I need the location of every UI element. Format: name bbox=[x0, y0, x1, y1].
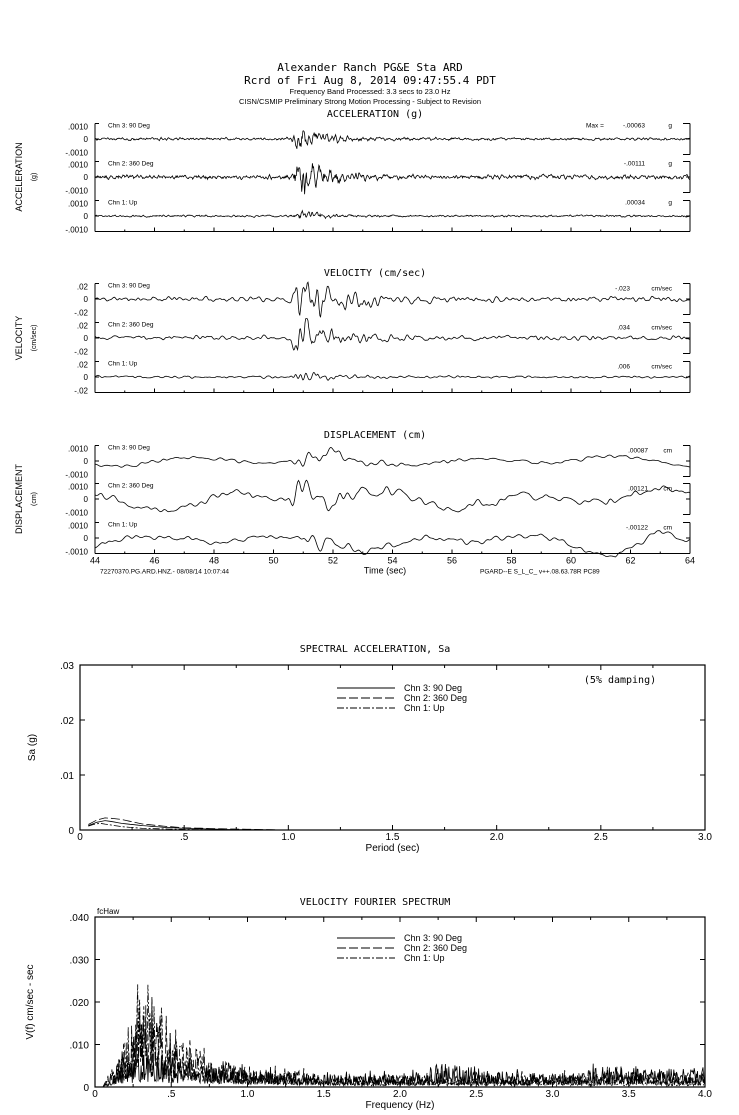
y-axis-unit: (cm) bbox=[31, 492, 38, 506]
header-station: Alexander Ranch PG&E Sta ARD bbox=[277, 61, 463, 74]
max-value: .00087 bbox=[628, 447, 648, 455]
waveform-trace bbox=[95, 480, 690, 512]
x-axis-label: Period (sec) bbox=[365, 843, 420, 854]
max-value: -.00111 bbox=[623, 160, 645, 168]
max-unit: cm bbox=[663, 524, 672, 532]
damping-annotation: (5% damping) bbox=[583, 675, 657, 686]
waveform-trace bbox=[95, 131, 690, 149]
y-tick-label: -.0010 bbox=[65, 148, 88, 158]
y-tick-label: 0 bbox=[83, 295, 88, 304]
x-tick-label: 48 bbox=[208, 555, 220, 566]
waveform-trace bbox=[95, 372, 690, 380]
y-tick-label: .02 bbox=[76, 360, 88, 370]
y-tick-label: 0 bbox=[83, 495, 88, 504]
x-tick-label: 46 bbox=[149, 555, 160, 566]
y-tick-label: -.02 bbox=[74, 386, 88, 396]
header bbox=[239, 61, 496, 106]
max-value: .00034 bbox=[625, 199, 645, 207]
panel-velocity bbox=[95, 282, 690, 380]
y-axis-label: DISPLACEMENT bbox=[14, 463, 24, 535]
y-tick-label: .02 bbox=[76, 282, 88, 292]
y-tick-label: .02 bbox=[76, 321, 88, 331]
max-value: -.00063 bbox=[622, 122, 645, 130]
x-tick-label: 54 bbox=[387, 555, 398, 566]
x-tick-label: 58 bbox=[506, 555, 517, 566]
legend-label: Chn 1: Up bbox=[404, 953, 445, 963]
y-tick-label: -.02 bbox=[74, 347, 88, 357]
header-band: Frequency Band Processed: 3.3 secs to 23.0 Hz bbox=[289, 87, 451, 96]
footer-right: PGARD--E S_L_C_ v++.08.63.78R PC89 bbox=[480, 568, 600, 576]
x-tick-label: 0 bbox=[92, 1089, 98, 1100]
y-tick-label: .020 bbox=[69, 998, 89, 1009]
x-tick-label: 2.5 bbox=[593, 832, 608, 843]
x-tick-label: 56 bbox=[446, 555, 458, 566]
panel-title: ACCELERATION (g) bbox=[326, 109, 424, 120]
x-tick-label: .5 bbox=[179, 832, 189, 843]
max-unit: g bbox=[668, 122, 672, 130]
panel-displacement bbox=[95, 448, 690, 557]
channel-label: Chn 3: 90 Deg bbox=[108, 282, 150, 290]
waveform-trace bbox=[95, 160, 690, 194]
y-axis-label: V(f) cm/sec - sec bbox=[25, 964, 36, 1040]
waveform-trace bbox=[95, 319, 690, 350]
x-tick-label: .5 bbox=[167, 1089, 176, 1100]
channel-label: Chn 2: 360 Deg bbox=[108, 482, 154, 490]
x-tick-label: 50 bbox=[268, 555, 279, 566]
max-unit: cm/sec bbox=[651, 324, 672, 332]
channel-label: Chn 1: Up bbox=[108, 199, 138, 207]
spectrum-series-dashdot bbox=[88, 823, 705, 830]
x-axis-label: Time (sec) bbox=[363, 565, 407, 576]
legend-label: Chn 2: 360 Deg bbox=[404, 943, 468, 953]
y-tick-label: .0010 bbox=[67, 122, 88, 132]
y-tick-label: .0010 bbox=[67, 199, 88, 209]
x-tick-label: 4.0 bbox=[698, 1089, 712, 1100]
y-tick-label: .040 bbox=[69, 913, 89, 924]
x-tick-label: 2.5 bbox=[469, 1089, 484, 1100]
channel-label: Chn 1: Up bbox=[108, 521, 138, 529]
y-axis-label: VELOCITY bbox=[14, 315, 24, 361]
y-axis-unit: (cm/sec) bbox=[31, 324, 38, 352]
x-tick-label: 60 bbox=[565, 555, 577, 566]
max-value: .006 bbox=[617, 363, 630, 371]
y-tick-label: 0 bbox=[68, 826, 74, 837]
legend-label: Chn 1: Up bbox=[404, 703, 445, 713]
y-tick-label: .0010 bbox=[67, 160, 88, 170]
x-tick-label: 3.5 bbox=[621, 1089, 636, 1100]
waveform-trace bbox=[95, 282, 690, 317]
max-unit: cm/sec bbox=[651, 285, 672, 293]
x-tick-label: 3.0 bbox=[545, 1089, 560, 1100]
y-axis-unit: (g) bbox=[31, 172, 38, 182]
x-tick-label: 1.0 bbox=[281, 832, 296, 843]
y-tick-label: 0 bbox=[83, 373, 88, 382]
y-tick-label: .02 bbox=[60, 716, 74, 727]
x-axis-label: Frequency (Hz) bbox=[365, 1100, 435, 1111]
plot-frame bbox=[80, 665, 705, 830]
max-unit: cm/sec bbox=[651, 363, 672, 371]
waveform-trace bbox=[95, 211, 690, 219]
x-tick-label: 62 bbox=[625, 555, 636, 566]
y-axis-label: Sa (g) bbox=[27, 733, 38, 762]
channel-label: Chn 2: 360 Deg bbox=[108, 160, 154, 168]
max-value: .00121 bbox=[628, 485, 648, 493]
y-tick-label: 0 bbox=[83, 212, 88, 221]
channel-label: Chn 1: Up bbox=[108, 360, 138, 368]
max-unit: g bbox=[668, 199, 672, 207]
footer-left: 72270370.PG.ARD.HNZ.- 08/08/14 10:07:44 bbox=[100, 568, 229, 576]
max-unit: g bbox=[668, 160, 672, 168]
y-tick-label: -.0010 bbox=[65, 508, 88, 518]
x-tick-label: 64 bbox=[684, 555, 696, 566]
x-tick-label: 0 bbox=[77, 832, 83, 843]
y-tick-label: .01 bbox=[60, 771, 74, 782]
panel-title: VELOCITY (cm/sec) bbox=[323, 268, 427, 279]
chart-title: SPECTRAL ACCELERATION, Sa bbox=[299, 644, 451, 655]
panel-acceleration bbox=[95, 131, 690, 219]
max-prefix: Max = bbox=[586, 122, 604, 130]
y-tick-label: .03 bbox=[60, 661, 74, 672]
y-tick-label: 0 bbox=[83, 135, 88, 144]
y-tick-label: 0 bbox=[83, 1083, 89, 1094]
max-unit: cm bbox=[663, 485, 672, 493]
y-tick-label: -.0010 bbox=[65, 225, 88, 235]
x-tick-label: 44 bbox=[89, 555, 101, 566]
x-tick-label: 2.0 bbox=[393, 1089, 407, 1100]
x-tick-label: 1.0 bbox=[240, 1089, 255, 1100]
y-tick-label: .0010 bbox=[67, 521, 88, 531]
x-tick-label: 3.0 bbox=[698, 832, 712, 843]
max-value: -.00122 bbox=[625, 524, 648, 532]
y-tick-label: -.02 bbox=[74, 308, 88, 318]
channel-label: Chn 3: 90 Deg bbox=[108, 122, 150, 130]
spectrum-series-solid bbox=[88, 821, 705, 830]
max-value: -.023 bbox=[615, 285, 630, 293]
y-tick-label: 0 bbox=[83, 334, 88, 343]
y-tick-label: .010 bbox=[69, 1040, 89, 1052]
spectrum-chart bbox=[88, 688, 705, 830]
x-tick-label: 52 bbox=[327, 555, 339, 566]
header-record: Rcrd of Fri Aug 8, 2014 09:47:55.4 PDT bbox=[244, 74, 496, 87]
spectrum-series-dashdot bbox=[103, 984, 705, 1086]
channel-label: Chn 3: 90 Deg bbox=[108, 444, 150, 452]
chart-title: VELOCITY FOURIER SPECTRUM bbox=[299, 897, 451, 908]
y-tick-label: -.0010 bbox=[65, 186, 88, 196]
waveform-trace bbox=[95, 448, 690, 468]
y-tick-label: .0010 bbox=[67, 444, 88, 454]
channel-label: Chn 2: 360 Deg bbox=[108, 321, 154, 329]
max-value: .034 bbox=[617, 324, 630, 332]
y-axis-label: ACCELERATION bbox=[14, 142, 24, 212]
legend-label: Chn 3: 90 Deg bbox=[404, 683, 463, 693]
corner-label: fcHaw bbox=[97, 907, 120, 916]
y-tick-label: .030 bbox=[69, 955, 89, 967]
y-tick-label: 0 bbox=[83, 457, 88, 466]
y-tick-label: 0 bbox=[83, 534, 88, 543]
x-tick-label: 1.5 bbox=[316, 1089, 331, 1100]
y-tick-label: .0010 bbox=[67, 482, 88, 492]
y-tick-label: -.0010 bbox=[65, 470, 88, 480]
x-tick-label: 1.5 bbox=[385, 832, 400, 843]
legend-label: Chn 3: 90 Deg bbox=[404, 933, 463, 943]
panel-title: DISPLACEMENT (cm) bbox=[323, 430, 427, 441]
y-tick-label: 0 bbox=[83, 173, 88, 182]
header-disclaimer: CISN/CSMIP Preliminary Strong Motion Processing - Subject to Revision bbox=[238, 97, 482, 106]
legend-label: Chn 2: 360 Deg bbox=[404, 693, 468, 703]
x-tick-label: 2.0 bbox=[489, 832, 504, 843]
y-tick-label: -.0010 bbox=[65, 547, 88, 557]
max-unit: cm bbox=[663, 447, 672, 455]
